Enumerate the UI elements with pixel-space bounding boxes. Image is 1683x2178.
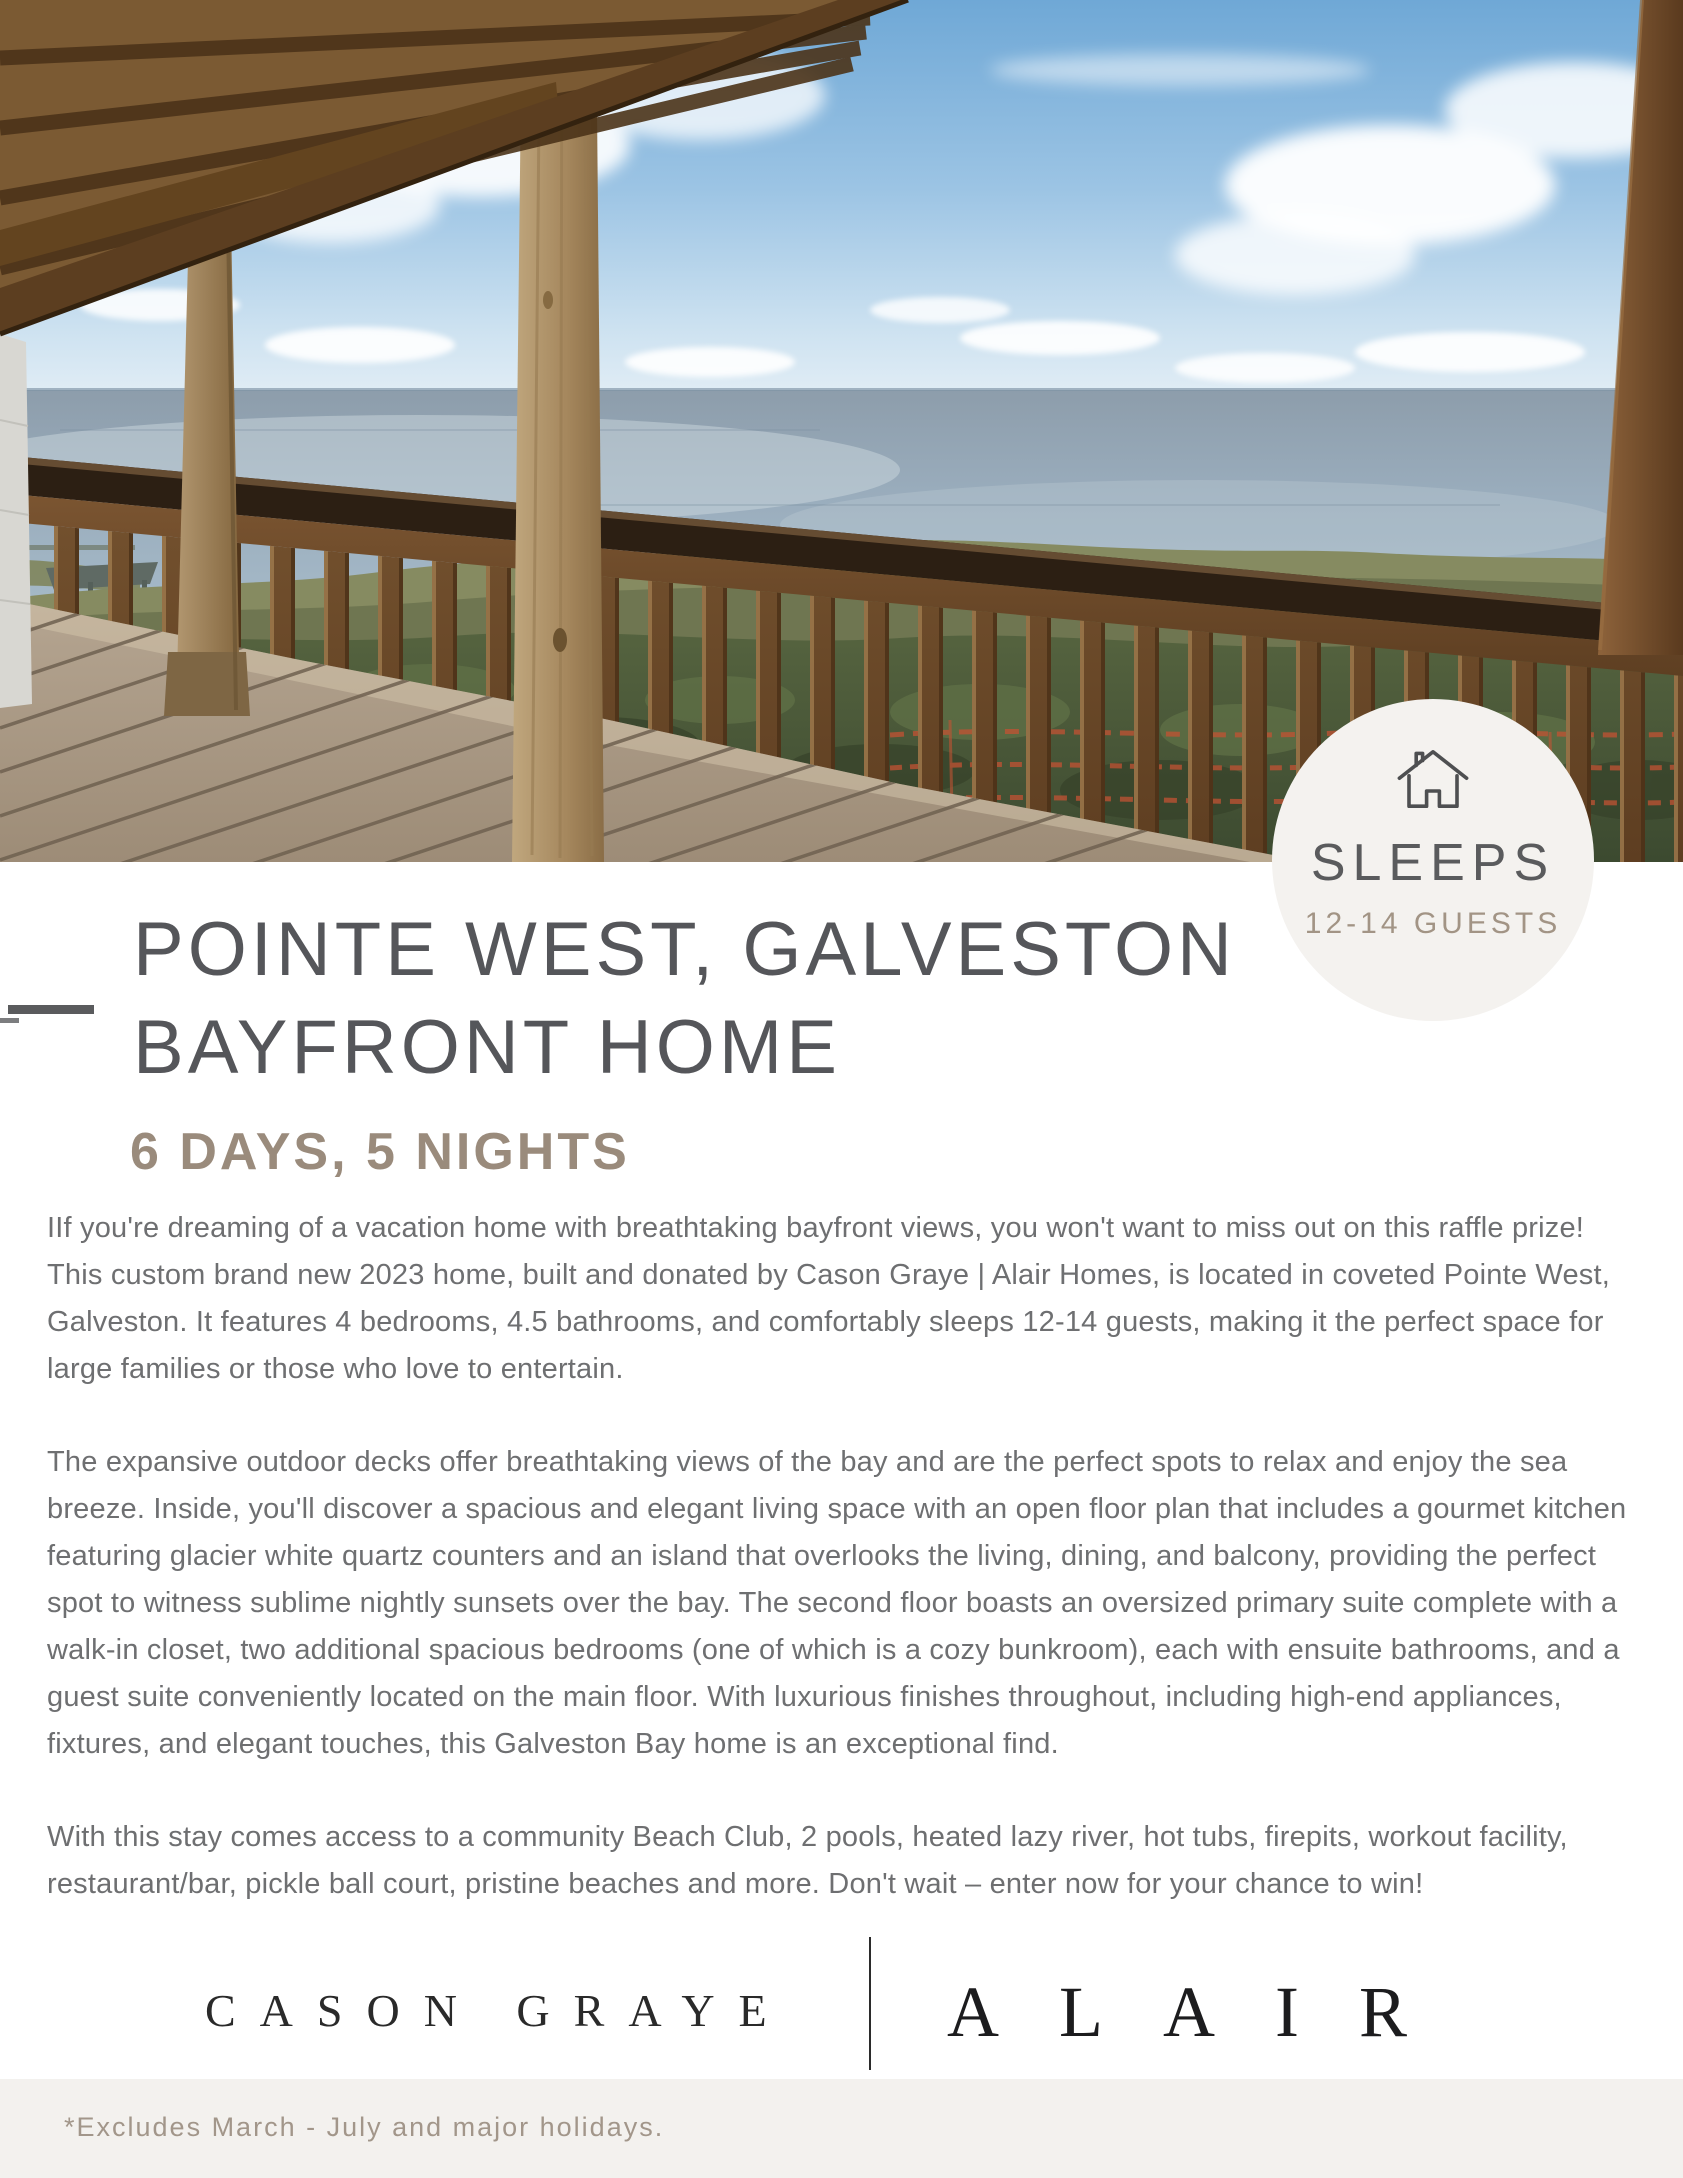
cason-graye-logo: CASON GRAYE [205, 1985, 791, 2036]
paragraph-amenities: With this stay comes access to a community Beach Club, 2 pools, heated lazy river, hot tubs, firepits, workout facility, restaurant/bar, pickle ball court, pristine beaches and more. Don't wait – enter now for your chance to win! [47, 1821, 1568, 1900]
page-title-line2: BAYFRONT HOME [133, 1005, 841, 1090]
sleeps-badge [1272, 699, 1594, 1021]
badge-subtitle: 12-14 GUESTS [1304, 907, 1562, 940]
badge-title: SLEEPS [1310, 834, 1556, 892]
page-title-line1: POINTE WEST, GALVESTON [133, 907, 1236, 992]
footer-band [0, 2079, 1683, 2178]
page-title [133, 901, 1236, 1097]
brand-divider [869, 1937, 871, 2070]
description-text [47, 1205, 1643, 1954]
footer-note: *Excludes March - July and major holidays. [64, 2112, 665, 2142]
paragraph-features: The expansive outdoor decks offer breathtaking views of the bay and are the perfect spots to relax and enjoy the sea breeze. Inside, you'll discover a spacious and elegant living space with an open floor plan that includes a gourmet kitchen featuring glacier white quartz counters and an island that overlooks the living, dining, and balcony, providing the perfect spot to witness sublime nightly sunsets over the bay. The second floor boasts an oversized primary suite complete with a walk-in closet, two additional spacious bedrooms (one of which is a cozy bunkroom), each with ensuite bathrooms, and a guest suite conveniently located on the main floor. With luxurious finishes throughout, including high-end appliances, fixtures, and elegant touches, this Galveston Bay home is an exceptional find. [47, 1446, 1627, 1760]
alair-logo: ALAIR [947, 1972, 1467, 2052]
title-dash-decoration [8, 1005, 94, 1014]
paragraph-intro: IIf you're dreaming of a vacation home with breathtaking bayfront views, you won't want to miss out on this raffle prize! This custom brand new 2023 home, built and donated by Cason Graye | Alair Homes, is located in coveted Pointe West, Galveston. It features 4 bedrooms, 4.5 bathrooms, and comfortably sleeps 12-14 guests, making it the perfect space for large families or those who love to entertain. [47, 1212, 1611, 1385]
title-dash-decoration-small [0, 1018, 19, 1023]
house-icon [1393, 743, 1473, 815]
duration-subtitle: 6 DAYS, 5 NIGHTS [130, 1123, 630, 1181]
